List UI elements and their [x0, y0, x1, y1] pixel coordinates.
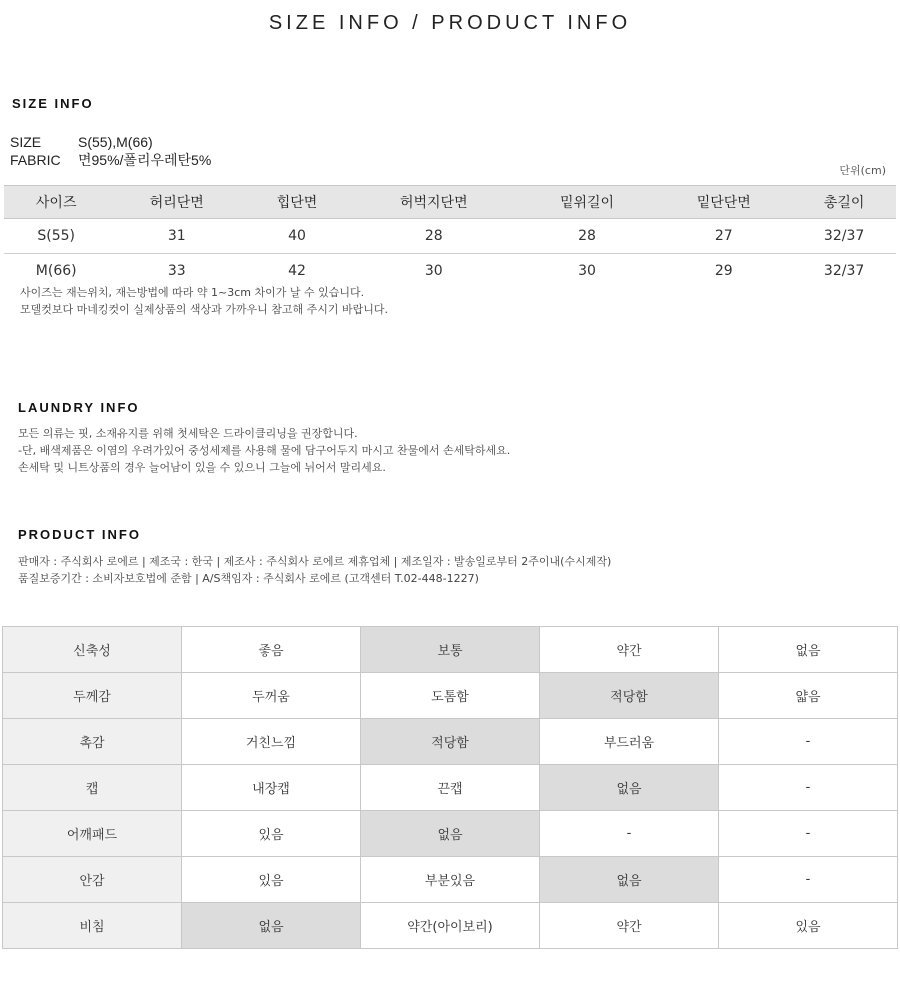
property-name: 캡 [3, 765, 182, 811]
property-option: 거친느낌 [182, 719, 361, 765]
property-row [3, 719, 898, 765]
product-info-text [18, 553, 611, 587]
laundry-line: 모든 의류는 핏, 소재유지를 위해 첫세탁은 드라이클리닝을 권장합니다. [18, 427, 358, 440]
property-option: - [719, 811, 898, 857]
property-row [3, 903, 898, 949]
size-cell: M(66) [35, 263, 77, 279]
size-table-row [4, 219, 896, 254]
size-table [4, 185, 896, 288]
size-col-header: 총길이 [792, 186, 896, 219]
size-cell: 33 [167, 263, 186, 279]
property-option: 있음 [719, 903, 898, 949]
size-cell: 29 [714, 263, 733, 279]
property-option: 도톰함 [361, 673, 540, 719]
size-table-row [4, 254, 896, 289]
property-option: 약간 [540, 627, 719, 673]
size-spec-row [10, 134, 153, 150]
size-cell: 30 [578, 263, 596, 279]
size-label: SIZE [10, 134, 42, 150]
size-col-header: 힙단면 [245, 186, 349, 219]
size-info-heading: SIZE INFO [12, 96, 94, 111]
property-option: - [540, 811, 719, 857]
property-option: - [719, 719, 898, 765]
size-notes [20, 284, 388, 318]
unit-note: 단위(cm) [839, 164, 886, 177]
property-option-selected: 없음 [361, 811, 540, 857]
property-option: 약간(아이보리) [361, 903, 540, 949]
size-cell: 30 [424, 263, 443, 279]
property-option: 있음 [182, 811, 361, 857]
property-option-selected: 적당함 [361, 719, 540, 765]
property-option: 부드러움 [540, 719, 719, 765]
size-cell: 28 [519, 219, 656, 254]
size-col-header: 밑위길이 [519, 186, 656, 219]
size-cell: 31 [108, 219, 245, 254]
property-option: 내장캡 [182, 765, 361, 811]
laundry-line: -단, 배색제품은 이염의 우려가있어 중성세제를 사용해 물에 담구어두지 마시고 찬물에서 손세탁하세요. [18, 444, 511, 457]
property-row [3, 673, 898, 719]
property-option: 좋음 [182, 627, 361, 673]
property-name: 촉감 [3, 719, 182, 765]
property-option-selected: 없음 [182, 903, 361, 949]
property-option-selected: 보통 [361, 627, 540, 673]
size-col-header: 사이즈 [4, 186, 108, 219]
size-table-header-row [4, 186, 896, 219]
property-name: 비침 [3, 903, 182, 949]
fabric-spec-row [10, 150, 211, 170]
property-name: 안감 [3, 857, 182, 903]
property-option: 부분있음 [361, 857, 540, 903]
laundry-info-heading: LAUNDRY INFO [18, 400, 140, 415]
property-row [3, 627, 898, 673]
size-cell: 40 [245, 219, 349, 254]
property-name: 두께감 [3, 673, 182, 719]
property-option: 얇음 [719, 673, 898, 719]
size-note-line: 모델컷보다 마네킹컷이 실제상품의 색상과 가까우니 참고해 주시기 바랍니다. [20, 303, 389, 316]
property-option-selected: 적당함 [540, 673, 719, 719]
size-cell: 28 [349, 219, 519, 254]
size-cell: 27 [655, 219, 792, 254]
property-option: 약간 [540, 903, 719, 949]
property-name: 어깨패드 [3, 811, 182, 857]
product-info-heading: PRODUCT INFO [18, 527, 141, 542]
property-option: 두꺼움 [182, 673, 361, 719]
product-property-grid [2, 626, 898, 949]
size-col-header: 허벅지단면 [349, 186, 519, 219]
property-option: 없음 [719, 627, 898, 673]
laundry-line: 손세탁 및 니트상품의 경우 늘어남이 있을 수 있으니 그늘에 뉘어서 말리세요. [18, 461, 386, 474]
size-cell: S(55) [4, 219, 108, 254]
property-row [3, 811, 898, 857]
property-option: 끈캡 [361, 765, 540, 811]
size-cell: 32/37 [792, 219, 896, 254]
laundry-text [18, 425, 510, 476]
product-info-line: 품질보증기간 : 소비자보호법에 준함 | A/S책임자 : 주식회사 로에르 (고객센터 T.02-448-1227) [18, 572, 479, 585]
property-option: - [719, 765, 898, 811]
page-title: SIZE INFO / PRODUCT INFO [268, 12, 632, 34]
property-option: - [719, 857, 898, 903]
size-note-line: 사이즈는 재는위치, 재는방법에 따라 약 1~3cm 차이가 날 수 있습니다. [20, 286, 365, 299]
property-row [3, 765, 898, 811]
fabric-value: 면95%/폴리우레탄5% [78, 152, 212, 168]
fabric-label: FABRIC [10, 152, 61, 168]
property-option-selected: 없음 [540, 857, 719, 903]
size-col-header: 허리단면 [108, 186, 245, 219]
size-col-header: 밑단단면 [655, 186, 792, 219]
property-name: 신축성 [3, 627, 182, 673]
size-value: S(55),M(66) [78, 134, 153, 150]
property-option-selected: 없음 [540, 765, 719, 811]
product-info-line: 판매자 : 주식회사 로에르 | 제조국 : 한국 | 제조사 : 주식회사 로에르 제휴업체 | 제조일자 : 발송일로부터 2주이내(수시제작) [18, 555, 612, 568]
size-cell: 42 [288, 263, 306, 279]
property-row [3, 857, 898, 903]
size-cell: 32/37 [823, 263, 865, 279]
property-option: 있음 [182, 857, 361, 903]
